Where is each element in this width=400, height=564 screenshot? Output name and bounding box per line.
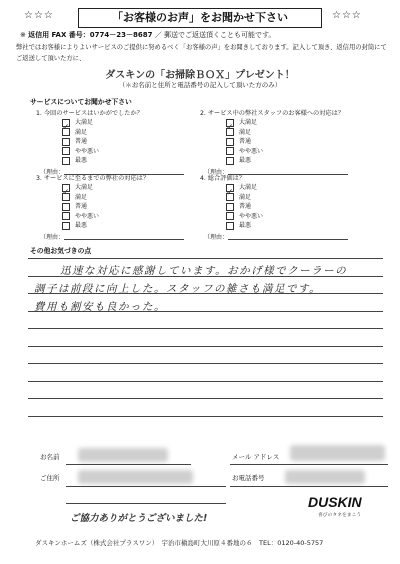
checkbox[interactable] bbox=[62, 128, 70, 136]
address-value-redacted bbox=[78, 470, 193, 484]
rule-line bbox=[28, 416, 383, 417]
option-label: 満足 bbox=[75, 193, 88, 201]
option-label: 最悪 bbox=[75, 222, 88, 230]
checkbox[interactable] bbox=[62, 193, 70, 201]
option-label: 普通 bbox=[75, 138, 88, 146]
checkbox[interactable] bbox=[226, 147, 234, 155]
checkbox[interactable] bbox=[62, 138, 70, 146]
question-1-option[interactable] bbox=[62, 128, 87, 138]
checkbox[interactable] bbox=[226, 203, 234, 211]
option-label: 普通 bbox=[239, 203, 252, 211]
rule-line bbox=[28, 346, 383, 347]
option-label: 普通 bbox=[75, 203, 88, 211]
form-title: 「お客様のお声」をお聞かせ下さい bbox=[78, 8, 322, 28]
question-4-option[interactable] bbox=[226, 202, 251, 212]
present-heading: ダスキンの「お掃除ＢＯＸ」プレゼント！ bbox=[105, 70, 295, 81]
checkbox[interactable] bbox=[62, 222, 70, 230]
stars-right: ☆☆☆ bbox=[332, 10, 362, 21]
name-value-redacted bbox=[78, 448, 168, 462]
option-label: 大満足 bbox=[75, 184, 94, 191]
checkbox[interactable] bbox=[226, 138, 234, 146]
checkbox[interactable] bbox=[226, 222, 234, 230]
option-label: やや悪い bbox=[75, 212, 100, 220]
question-3-option[interactable] bbox=[62, 193, 87, 203]
phone-value-redacted bbox=[285, 470, 365, 484]
comment-line-2[interactable]: 調子は前段に向上した。スタッフの雑さも満足です。 bbox=[34, 283, 322, 295]
question-2-option[interactable] bbox=[226, 147, 263, 157]
comments-section-title: その他お気づきの点 bbox=[30, 247, 92, 255]
question-1-label: 1. 今回のサービスはいかがでしたか？ bbox=[36, 110, 143, 117]
reason-underline[interactable] bbox=[228, 239, 348, 240]
fax-label: 返信用 FAX 番号： bbox=[28, 31, 90, 39]
reason-label: （理由： bbox=[204, 169, 229, 176]
thanks-message: ご協力ありがとうございました! bbox=[70, 513, 208, 524]
checkbox[interactable] bbox=[62, 212, 70, 220]
checkbox[interactable] bbox=[62, 157, 70, 165]
reason-underline[interactable] bbox=[228, 174, 348, 175]
address-underline bbox=[66, 486, 226, 487]
address-underline-2 bbox=[66, 503, 226, 504]
comment-line-1[interactable]: 迅速な対応に感謝しています。おかげ様でクーラーの bbox=[60, 265, 348, 277]
question-3-label: 3. サービスに至るまでの弊社の対応は？ bbox=[36, 175, 150, 182]
option-label: 大満足 bbox=[239, 119, 258, 126]
question-2-option[interactable] bbox=[226, 156, 251, 166]
fax-number: 0774－23－8687 bbox=[89, 31, 153, 39]
phone-label: お電話番号 bbox=[232, 474, 265, 482]
fax-suffix: ／ 郵送でご返送頂くことも可能です。 bbox=[154, 31, 276, 39]
rule-line bbox=[28, 381, 383, 382]
question-3-option[interactable] bbox=[62, 221, 87, 231]
question-2-option[interactable] bbox=[226, 137, 251, 147]
rule-line bbox=[28, 258, 383, 259]
name-underline bbox=[66, 464, 191, 465]
question-3-option[interactable] bbox=[62, 202, 87, 212]
duskin-tagline: 喜びのタネをまこう bbox=[318, 513, 362, 518]
address-label: ご住所 bbox=[40, 474, 60, 482]
survey-section-title: サービスについてお聞かせ下さい bbox=[30, 98, 132, 106]
option-label: 最悪 bbox=[239, 222, 252, 230]
option-label: やや悪い bbox=[75, 147, 100, 155]
rule-line bbox=[28, 328, 383, 329]
option-label: やや悪い bbox=[239, 147, 264, 155]
checkbox[interactable] bbox=[226, 157, 234, 165]
reason-label: （理由： bbox=[204, 234, 229, 241]
question-2-option[interactable] bbox=[226, 128, 251, 138]
email-value-redacted bbox=[290, 445, 385, 461]
comment-line-3[interactable]: 費用も割安も良かった。 bbox=[34, 301, 166, 313]
option-label: 満足 bbox=[75, 128, 88, 136]
stars-left: ☆☆☆ bbox=[24, 10, 54, 21]
checkbox[interactable] bbox=[62, 147, 70, 155]
option-label: 大満足 bbox=[75, 119, 94, 126]
fax-line bbox=[20, 30, 275, 40]
question-4-option[interactable] bbox=[226, 193, 251, 203]
checkbox[interactable] bbox=[62, 203, 70, 211]
option-label: 最悪 bbox=[239, 157, 252, 165]
present-note: （＊お名前と住所と電話番号の記入して頂いた方のみ） bbox=[118, 81, 282, 89]
rule-line bbox=[28, 398, 383, 399]
question-1-option[interactable] bbox=[62, 137, 87, 147]
option-label: 大満足 bbox=[239, 184, 258, 191]
duskin-logo: DUSKIN bbox=[308, 494, 362, 510]
option-label: 最悪 bbox=[75, 157, 88, 165]
checkbox[interactable] bbox=[226, 193, 234, 201]
rule-line bbox=[28, 363, 383, 364]
note-mark: ※ bbox=[20, 31, 26, 39]
option-label: 満足 bbox=[239, 128, 252, 136]
question-2-label: 2. サービス中の弊社スタッフのお客様への対応は？ bbox=[200, 110, 344, 117]
question-3-option[interactable] bbox=[62, 212, 99, 222]
reason-label: （理由： bbox=[40, 234, 65, 241]
name-label: お名前 bbox=[40, 453, 60, 461]
question-1-option[interactable] bbox=[62, 156, 87, 166]
question-4-label: 4. 総合評価は？ bbox=[200, 175, 245, 182]
footer-address: ダスキンホームズ（株式会社プラスワン） 宇治市槇島町大川原４番地の６ TEL：0120-40-5757 bbox=[35, 539, 324, 547]
checkbox[interactable] bbox=[226, 212, 234, 220]
checkbox[interactable] bbox=[226, 128, 234, 136]
intro-text: 弊社ではお客様によりよいサービスのご提供に努めるべく「お客様の声」をお聞きしております。記入して頂き、返信用の封筒にてご返送して頂いた方に、 bbox=[16, 44, 387, 62]
email-label: メール アドレス bbox=[232, 453, 280, 461]
email-underline bbox=[230, 464, 388, 465]
option-label: 満足 bbox=[239, 193, 252, 201]
reason-label: （理由： bbox=[40, 169, 65, 176]
question-4-option[interactable] bbox=[226, 212, 263, 222]
phone-underline bbox=[230, 486, 388, 487]
option-label: やや悪い bbox=[239, 212, 264, 220]
reason-underline[interactable] bbox=[64, 239, 184, 240]
question-1-option[interactable] bbox=[62, 147, 99, 157]
question-4-option[interactable] bbox=[226, 221, 251, 231]
option-label: 普通 bbox=[239, 138, 252, 146]
